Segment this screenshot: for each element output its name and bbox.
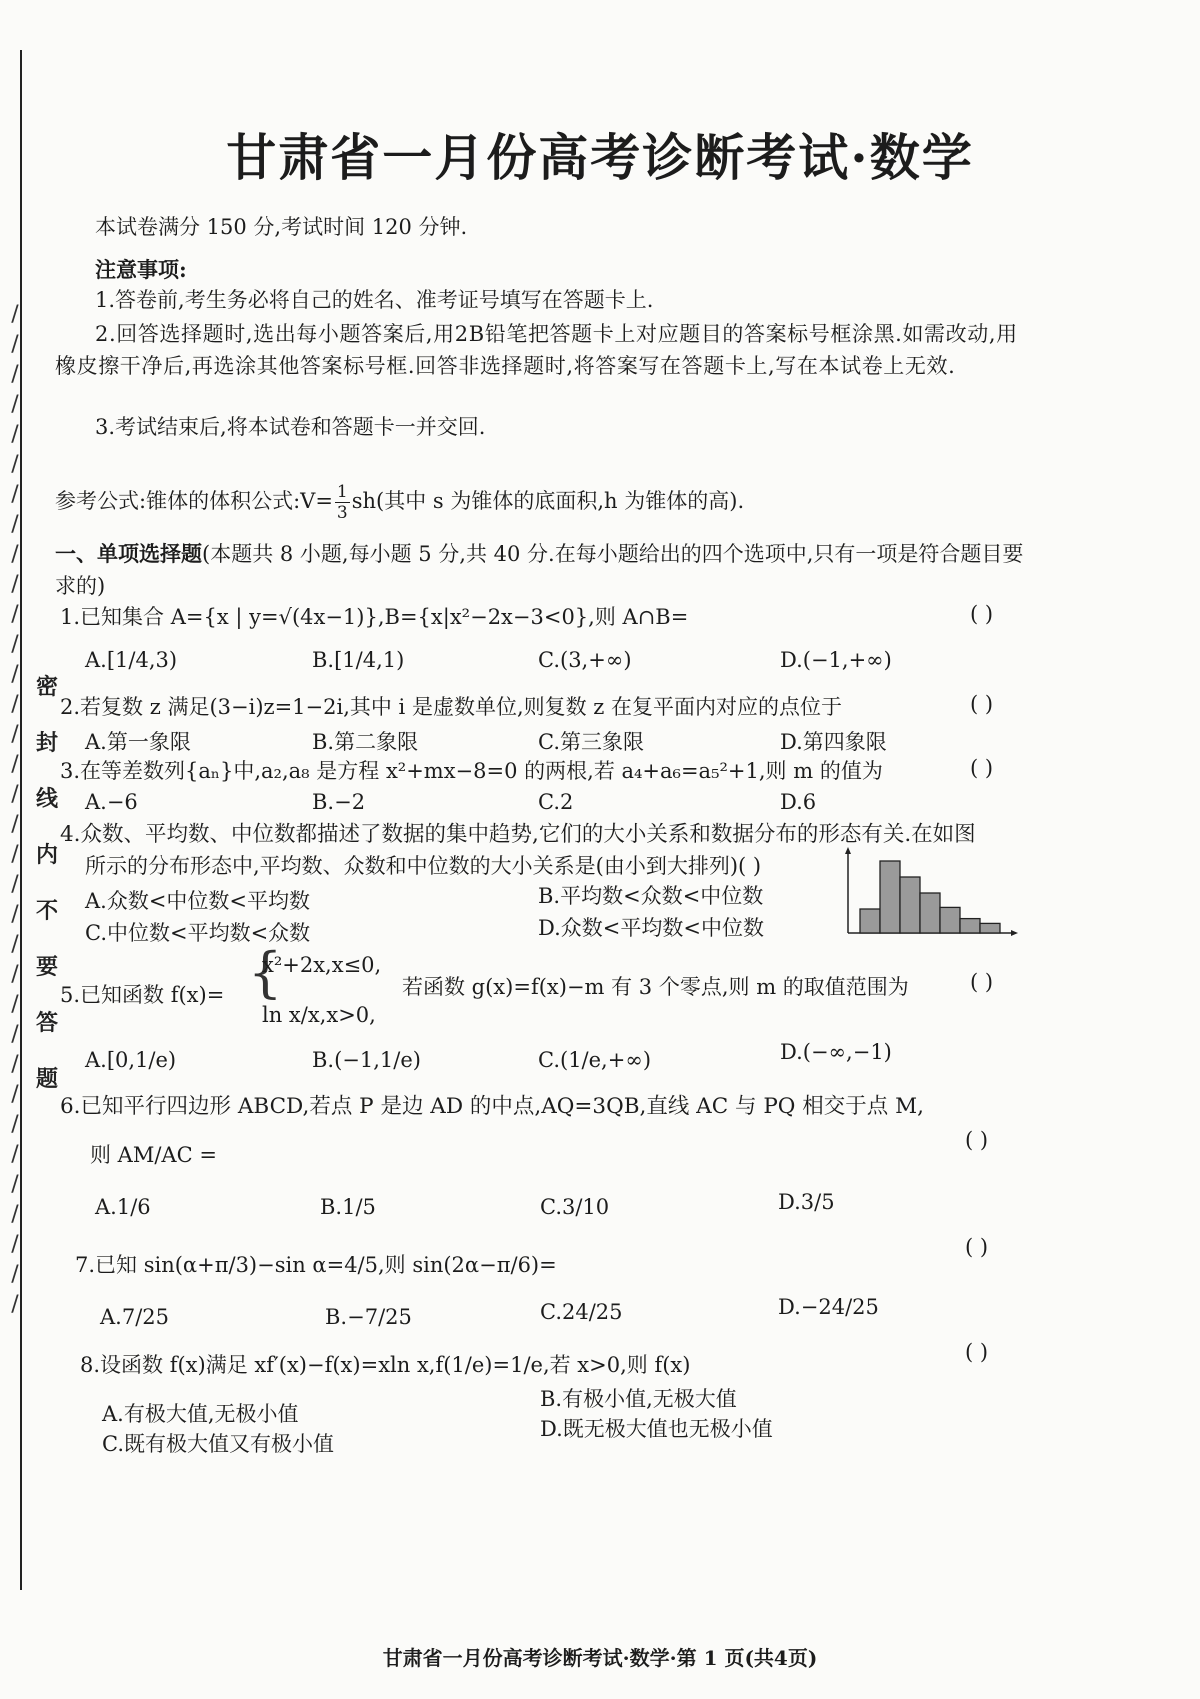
binding-slash: / — [11, 842, 19, 867]
binding-slash: / — [11, 422, 19, 447]
q5-case-2: ln x/x,x>0, — [262, 1003, 376, 1027]
histogram-bar — [980, 923, 1000, 933]
binding-slash: / — [11, 722, 19, 747]
binding-slash: / — [11, 1082, 19, 1107]
question-1-stem: 1.已知集合 A={x | y=√(4x−1)},B={x|x²−2x−3<0},则 A∩B= — [60, 605, 689, 629]
histogram-bars — [860, 861, 1000, 933]
answer-paren-3: ( ) — [970, 756, 994, 780]
intro-text: 本试卷满分 150 分,考试时间 120 分钟. — [95, 215, 468, 239]
q5-option-a: A.[0,1/e) — [85, 1048, 177, 1072]
binding-slash: / — [11, 572, 19, 597]
binding-slash: / — [11, 362, 19, 387]
page-title: 甘肃省一月份高考诊断考试·数学 — [226, 128, 974, 187]
binding-slash: / — [11, 1022, 19, 1047]
binding-note-char: 不 — [35, 899, 58, 924]
binding-slash: / — [11, 902, 19, 927]
y-axis-arrow — [845, 847, 851, 854]
binding-note-char: 题 — [35, 1067, 58, 1092]
binding-slash: / — [11, 812, 19, 837]
question-6-stem-line1: 6.已知平行四边形 ABCD,若点 P 是边 AD 的中点,AQ=3QB,直线 AC 与 PQ 相交于点 M, — [60, 1094, 924, 1119]
q3-option-a: A.−6 — [85, 790, 138, 814]
q1-option-b: B.[1/4,1) — [312, 648, 405, 672]
q5-option-d: D.(−∞,−1) — [780, 1040, 892, 1064]
binding-slash: / — [11, 1142, 19, 1167]
distribution-histogram — [840, 845, 1020, 940]
question-5-suffix: 若函数 g(x)=f(x)−m 有 3 个零点,则 m 的取值范围为 — [402, 975, 909, 999]
q3-option-d: D.6 — [780, 790, 817, 814]
q4-option-c: C.中位数<平均数<众数 — [85, 921, 311, 945]
q8-option-d: D.既无极大值也无极小值 — [540, 1417, 773, 1441]
binding-slash: / — [11, 692, 19, 717]
notice-heading: 注意事项: — [95, 257, 187, 282]
binding-note — [34, 660, 60, 1108]
binding-slash: / — [11, 872, 19, 897]
histogram-bar — [860, 909, 880, 933]
q8-option-b: B.有极小值,无极大值 — [540, 1387, 737, 1411]
notice-item-3: 3.考试结束后,将本试卷和答题卡一并交回. — [95, 415, 486, 439]
notice-item-2: 2.回答选择题时,选出每小题答案后,用2B铅笔把答题卡上对应题目的答案标号框涂黑.如需改动,用橡皮擦干净后,再选涂其他答案标号框.回答非选择题时,将答案写在答题卡上,写在本试卷上无效. — [55, 322, 1018, 378]
binding-slash: / — [11, 542, 19, 567]
binding-slash: / — [11, 482, 19, 507]
q4-option-d: D.众数<平均数<中位数 — [538, 916, 764, 940]
section-heading — [55, 538, 1030, 602]
binding-slash: / — [11, 332, 19, 357]
q2-option-b: B.第二象限 — [312, 730, 419, 754]
histogram-bar — [920, 893, 940, 933]
q4-option-b: B.平均数<众数<中位数 — [538, 884, 764, 908]
q7-option-c: C.24/25 — [540, 1300, 623, 1324]
binding-slashes — [2, 300, 28, 1350]
q5-option-b: B.(−1,1/e) — [312, 1048, 421, 1072]
binding-slash: / — [11, 452, 19, 477]
binding-note-char: 线 — [35, 787, 58, 812]
binding-slash: / — [11, 1202, 19, 1227]
formula-prefix: 参考公式:锥体的体积公式:V= — [55, 489, 333, 513]
q5-case-1: x²+2x,x≤0, — [262, 953, 382, 977]
question-4-stem-line2: 所示的分布形态中,平均数、众数和中位数的大小关系是(由小到大排列)( ) — [85, 854, 762, 878]
histogram-bar — [900, 877, 920, 933]
q5-option-c: C.(1/e,+∞) — [538, 1048, 652, 1072]
histogram-bar — [880, 861, 900, 933]
answer-paren-2: ( ) — [970, 692, 994, 716]
q2-option-c: C.第三象限 — [538, 730, 644, 754]
binding-slash: / — [11, 1262, 19, 1287]
binding-slash: / — [11, 1292, 19, 1317]
binding-slash: / — [11, 1172, 19, 1197]
binding-note-char: 要 — [35, 955, 58, 980]
binding-note-char: 密 — [35, 675, 58, 700]
binding-slash: / — [11, 602, 19, 627]
question-3-stem: 3.在等差数列{aₙ}中,a₂,a₈ 是方程 x²+mx−8=0 的两根,若 a₄+a₆=a₅²+1,则 m 的值为 — [60, 759, 883, 783]
question-4-stem-line1: 4.众数、平均数、中位数都描述了数据的集中趋势,它们的大小关系和数据分布的形态有关.在如图 — [60, 822, 976, 847]
q7-option-d: D.−24/25 — [778, 1295, 879, 1319]
binding-slash: / — [11, 1112, 19, 1137]
q7-option-a: A.7/25 — [100, 1305, 169, 1329]
binding-slash: / — [11, 1052, 19, 1077]
q1-option-d: D.(−1,+∞) — [780, 648, 892, 672]
q3-option-c: C.2 — [538, 790, 574, 814]
q6-option-b: B.1/5 — [320, 1195, 376, 1219]
q2-option-d: D.第四象限 — [780, 730, 887, 754]
q3-option-b: B.−2 — [312, 790, 366, 814]
formula-fraction — [335, 482, 350, 523]
binding-slash: / — [11, 662, 19, 687]
question-2-stem: 2.若复数 z 满足(3−i)z=1−2i,其中 i 是虚数单位,则复数 z 在复平面内对应的点位于 — [60, 695, 843, 719]
q6-option-c: C.3/10 — [540, 1195, 610, 1219]
binding-slash: / — [11, 782, 19, 807]
piecewise-brace: { — [248, 941, 283, 1004]
answer-paren-1: ( ) — [970, 602, 994, 626]
answer-paren-6: ( ) — [965, 1128, 989, 1152]
binding-slash: / — [11, 392, 19, 417]
formula-suffix: sh(其中 s 为锥体的底面积,h 为锥体的高). — [351, 489, 745, 513]
q8-option-c: C.既有极大值又有极小值 — [102, 1432, 334, 1456]
binding-slash: / — [11, 512, 19, 537]
question-7-stem: 7.已知 sin(α+π/3)−sin α=4/5,则 sin(2α−π/6)= — [75, 1253, 557, 1277]
formula-denominator: 3 — [336, 503, 348, 523]
answer-paren-8: ( ) — [965, 1340, 989, 1364]
binding-slash: / — [11, 752, 19, 777]
question-5-prefix: 5.已知函数 f(x)= — [60, 983, 225, 1007]
formula-numerator: 1 — [336, 482, 348, 502]
page-footer: 甘肃省一月份高考诊断考试·数学·第 1 页(共4页) — [382, 1646, 818, 1670]
notice-item-1: 1.答卷前,考生务必将自己的姓名、准考证号填写在答题卡上. — [95, 288, 654, 312]
section-title: 一、单项选择题 — [55, 541, 202, 566]
q4-option-a: A.众数<中位数<平均数 — [85, 889, 311, 913]
question-6-stem-line2: 则 AM/AC = — [90, 1143, 217, 1167]
binding-slash: / — [11, 962, 19, 987]
q1-option-a: A.[1/4,3) — [85, 648, 178, 672]
binding-slash: / — [11, 932, 19, 957]
reference-formula — [55, 482, 744, 523]
binding-slash: / — [11, 1232, 19, 1257]
q8-option-a: A.有极大值,无极小值 — [102, 1402, 299, 1426]
section-desc: (本题共 8 小题,每小题 5 分,共 40 分.在每小题给出的四个选项中,只有一项是符合题目要求的) — [55, 542, 1024, 598]
q6-option-a: A.1/6 — [95, 1195, 151, 1219]
x-axis-arrow — [1011, 930, 1018, 936]
histogram-bar — [940, 907, 960, 933]
answer-paren-7: ( ) — [965, 1235, 989, 1259]
answer-paren-5: ( ) — [970, 970, 994, 994]
q2-option-a: A.第一象限 — [85, 730, 191, 754]
q1-option-c: C.(3,+∞) — [538, 648, 632, 672]
binding-note-char: 封 — [35, 731, 58, 756]
histogram-bar — [960, 919, 980, 933]
question-8-stem: 8.设函数 f(x)满足 xf′(x)−f(x)=xln x,f(1/e)=1/e,若 x>0,则 f(x) — [80, 1353, 691, 1377]
binding-note-char: 答 — [35, 1011, 58, 1036]
q7-option-b: B.−7/25 — [325, 1305, 412, 1329]
binding-note-char: 内 — [35, 843, 58, 868]
binding-slash: / — [11, 302, 19, 327]
binding-slash: / — [11, 632, 19, 657]
q6-option-d: D.3/5 — [778, 1190, 835, 1214]
binding-slash: / — [11, 992, 19, 1017]
